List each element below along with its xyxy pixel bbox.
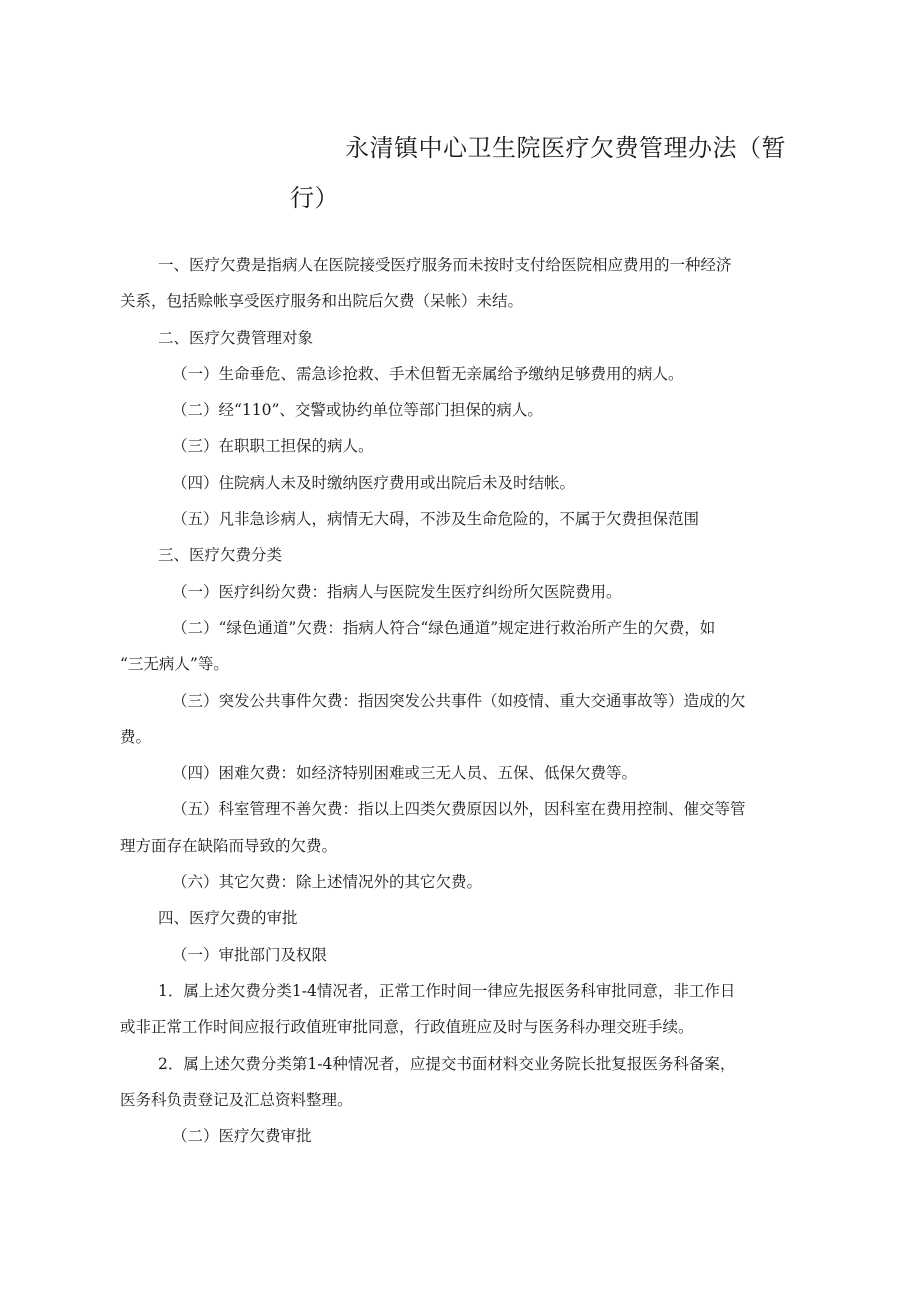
list-item: （六）其它欠费：除上述情况外的其它欠费。 <box>172 873 483 892</box>
list-item: （四）住院病人未及时缴纳医疗费用或出院后未及时结帐。 <box>172 473 576 492</box>
numbered-item: 2．属上述欠费分类第1-4种情况者，应提交书面材料交业务院长批复报医务科备案， <box>158 1054 736 1073</box>
document-body <box>120 247 805 1154</box>
document-title-line-2: 行） <box>290 184 339 212</box>
list-item: （二）经“110”、交警或协约单位等部门担保的病人。 <box>172 401 543 420</box>
list-item: （五）科室管理不善欠费：指以上四类欠费原因以外，因科室在费用控制、催交等管 <box>172 800 746 819</box>
list-item: （三）在职职工担保的病人。 <box>172 437 374 456</box>
list-item: （一）医疗纠纷欠费：指病人与医院发生医疗纠纷所欠医院费用。 <box>172 582 622 601</box>
list-item: （一）生命垂危、需急诊抢救、手术但暂无亲属给予缴纳足够费用的病人。 <box>172 364 684 383</box>
numbered-item: 1．属上述欠费分类1-4情况者，正常工作时间一律应先报医务科审批同意，非工作日 <box>158 981 736 1000</box>
paragraph-line: 关系，包括赊帐享受医疗服务和出院后欠费（呆帐）未结。 <box>120 292 524 311</box>
list-item: （二）“绿色通道”欠费：指病人符合“绿色通道”规定进行救治所产生的欠费，如 <box>172 618 716 637</box>
section-heading: 二、医疗欠费管理对象 <box>158 328 314 347</box>
list-item-continuation: “三无病人”等。 <box>120 655 229 674</box>
list-item: （一）审批部门及权限 <box>172 945 328 964</box>
list-item: （五）凡非急诊病人，病情无大碍，不涉及生命危险的，不属于欠费担保范围 <box>172 510 700 529</box>
paragraph-line: 一、医疗欠费是指病人在医院接受医疗服务而未按时支付给医院相应费用的一种经济 <box>158 256 732 274</box>
numbered-item-continuation: 医务科负责登记及汇总资料整理。 <box>120 1090 353 1109</box>
list-item: （四）困难欠费：如经济特别困难或三无人员、五保、低保欠费等。 <box>172 764 638 783</box>
numbered-item-continuation: 或非正常工作时间应报行政值班审批同意，行政值班应及时与医务科办理交班手续。 <box>120 1018 694 1037</box>
list-item-continuation: 费。 <box>120 727 152 746</box>
section-heading: 三、医疗欠费分类 <box>158 546 283 565</box>
list-item-continuation: 理方面存在缺陷而导致的欠费。 <box>120 836 338 855</box>
document-title-line-1: 永清镇中心卫生院医疗欠费管理办法（暂 <box>345 134 786 162</box>
list-item: （三）突发公共事件欠费：指因突发公共事件（如疫情、重大交通事故等）造成的欠 <box>172 691 746 710</box>
list-item: （二）医疗欠费审批 <box>172 1127 312 1146</box>
section-heading: 四、医疗欠费的审批 <box>158 909 298 928</box>
